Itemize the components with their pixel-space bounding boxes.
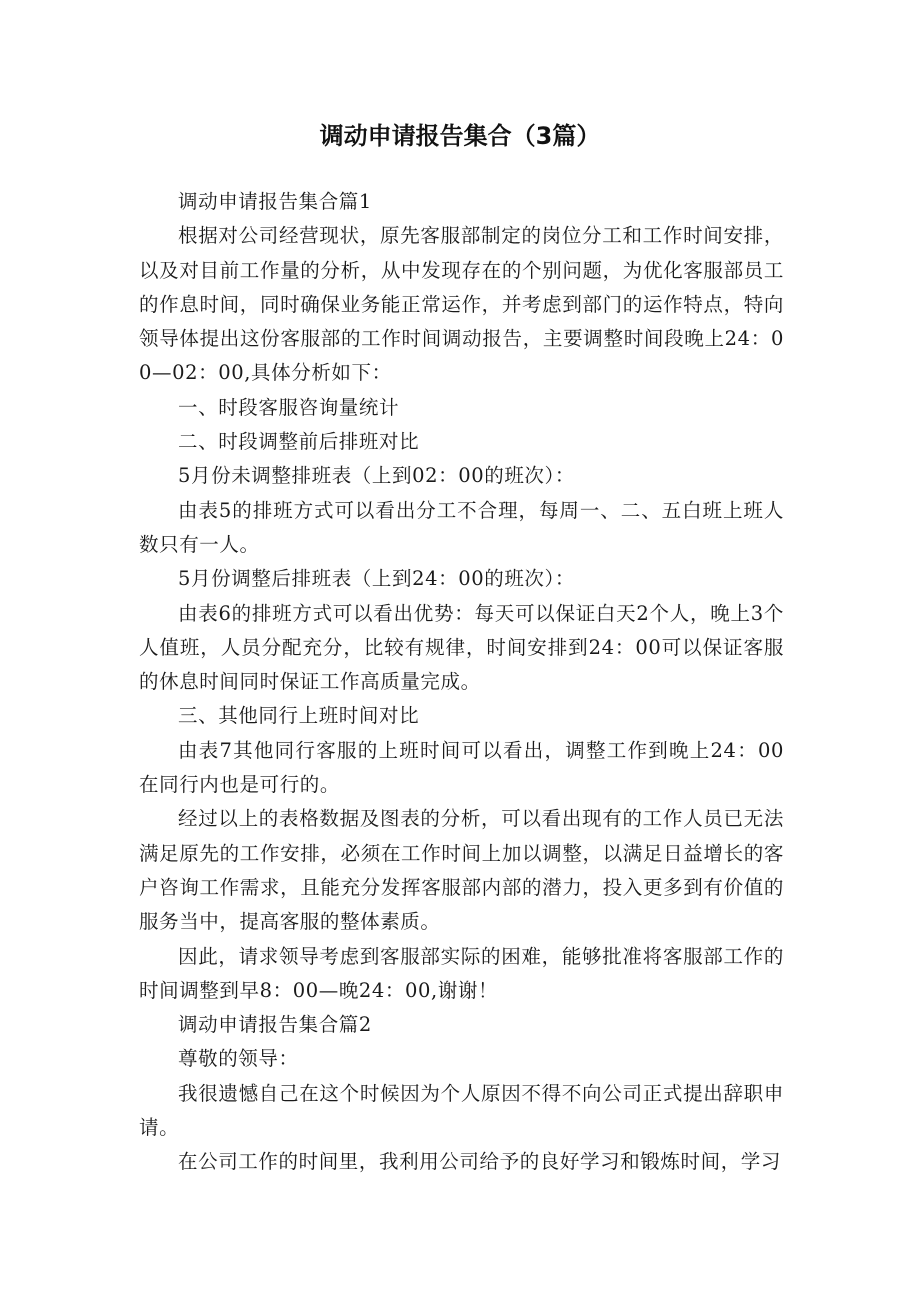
section-heading-2: 调动申请报告集合篇2: [178, 1013, 372, 1037]
document-title: 调动申请报告集合（3篇）: [319, 122, 601, 150]
body-paragraph: 由表7其他同行客服的上班时间可以看出，调整工作到晚上24：00在同行内也是可行的。: [139, 738, 784, 797]
body-paragraph: 经过以上的表格数据及图表的分析，可以看出现有的工作人员已无法满足原先的工作安排，必须在工作时间上加以调整，以满足日益增长的客户咨询工作需求，且能充分发挥客服部内部的潜力，投入更多到有价值的服务当中，提高客服的整体素质。: [139, 807, 784, 934]
body-paragraph: 我很遗憾自己在这个时候因为个人原因不得不向公司正式提出辞职申请。: [139, 1081, 784, 1140]
body-paragraph: 因此，请求领导考虑到客服部实际的困难，能够批准将客服部工作的时间调整到早8：00—晚24：00,谢谢！: [139, 944, 784, 1002]
subsection-heading: 三、其他同行上班时间对比: [178, 704, 420, 728]
body-paragraph: 5月份未调整排班表（上到02：00的班次）：: [178, 464, 575, 488]
salutation: 尊敬的领导：: [178, 1047, 299, 1071]
body-paragraph: 由表5的排班方式可以看出分工不合理，每周一、二、五白班上班人数只有一人。: [139, 498, 784, 556]
body-paragraph: 在公司工作的时间里，我利用公司给予的良好学习和锻炼时间，学习: [178, 1150, 782, 1174]
body-paragraph: 根据对公司经营现状，原先客服部制定的岗位分工和工作时间安排，以及对目前工作量的分析，从中发现存在的个别问题，为优化客服部员工的作息时间，同时确保业务能正常运作，并考虑到部门的运作特点，特向领导体提出这份客服部的工作时间调动报告，主要调整时间段晚上24：00—02：00,具体分析如下：: [139, 224, 784, 385]
subsection-heading: 二、时段调整前后排班对比: [178, 430, 420, 454]
section-heading-1: 调动申请报告集合篇1: [178, 190, 372, 213]
subsection-heading: 一、时段客服咨询量统计: [178, 395, 400, 419]
body-paragraph: 5月份调整后排班表（上到24：00的班次）：: [178, 567, 575, 591]
document-body: [139, 185, 784, 1180]
body-paragraph: 由表6的排班方式可以看出优势：每天可以保证白天2个人，晚上3个人值班，人员分配充分，比较有规律，时间安排到24：00可以保证客服的休息时间同时保证工作高质量完成。: [139, 601, 784, 694]
